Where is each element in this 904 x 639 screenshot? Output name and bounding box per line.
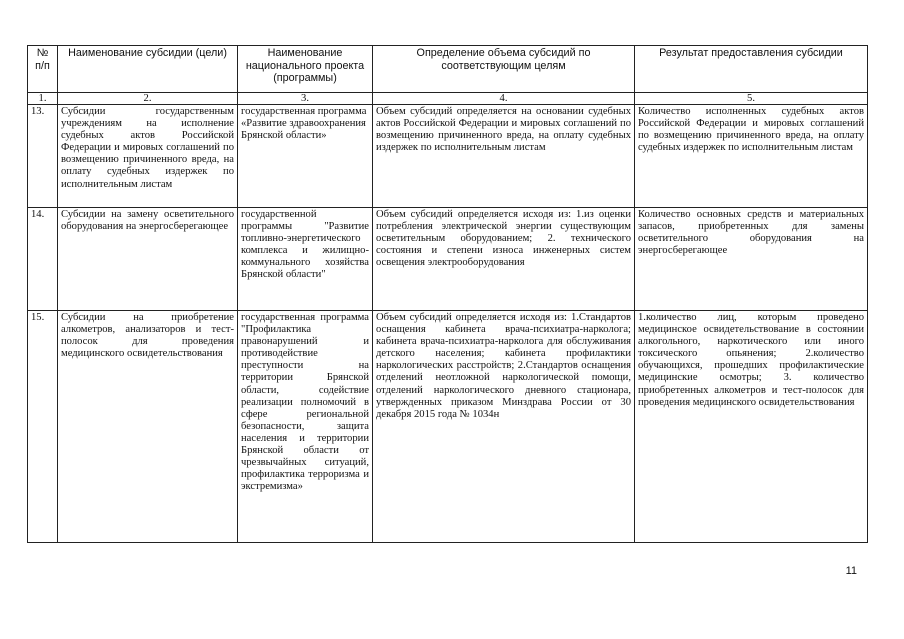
column-number: 4. bbox=[373, 93, 635, 105]
header-result: Результат предоставления субсидии bbox=[635, 46, 868, 93]
column-number-row bbox=[28, 93, 868, 105]
column-number: 5. bbox=[635, 93, 868, 105]
header-subsidy-name: Наименование субсидии (цели) bbox=[58, 46, 238, 93]
column-number: 1. bbox=[28, 93, 58, 105]
result-cell: 1.количество лиц, которым проведено медицинское освидетельствование в состоянии алкогольного, наркотического или иного токсического опьянения; 2.количество обучающихся, прошедших профилактические медицинские осмотры; 3. количество приобретенных алкометров и тест-полосок для проведения медицинского освидетельствования bbox=[635, 311, 868, 543]
table-row bbox=[28, 105, 868, 208]
header-row bbox=[28, 46, 868, 93]
volume-cell: Объем субсидий определяется исходя из: 1.Стандартов оснащения кабинета врача-психиатра-нарколога; кабинета врача-психиатра-нарколога для обслуживания детского населения; кабинета профилактики наркологических расстройств; 2.Стандартов оснащения отделений неотложной наркологической помощи, отделений наркологического дневного стационара, утвержденных приказом Минздрава России от 30 декабря 2015 года № 1034н bbox=[373, 311, 635, 543]
result-cell: Количество исполненных судебных актов Российской Федерации и мировых соглашений по возмещению причиненного вреда, на оплату судебных издержек по исполнительным листам bbox=[635, 105, 868, 208]
subsidy-cell: Субсидии на приобретение алкометров, анализаторов и тест-полосок для проведения медицинского освидетельствования bbox=[58, 311, 238, 543]
header-number: № п/п bbox=[28, 46, 58, 93]
result-cell: Количество основных средств и материальных запасов, приобретенных для замены осветительного оборудования на энергосберегающее bbox=[635, 208, 868, 311]
column-number: 2. bbox=[58, 93, 238, 105]
page-number: 11 bbox=[845, 565, 857, 577]
table-row bbox=[28, 311, 868, 543]
volume-cell: Объем субсидий определяется исходя из: 1.из оценки потребления электрической энергии существующим осветительным оборудованием; 2. технического состояния и степени износа инженерных систем освещения электрооборудования bbox=[373, 208, 635, 311]
header-program-name: Наименование национального проекта (программы) bbox=[238, 46, 373, 93]
row-number: 14. bbox=[28, 208, 58, 311]
subsidy-cell: Субсидии на замену осветительного оборудования на энергосберегающее bbox=[58, 208, 238, 311]
row-number: 15. bbox=[28, 311, 58, 543]
header-volume-definition: Определение объема субсидий по соответствующим целям bbox=[373, 46, 635, 93]
column-number: 3. bbox=[238, 93, 373, 105]
table-row bbox=[28, 208, 868, 311]
volume-cell: Объем субсидий определяется на основании судебных актов Российской Федерации и мировых соглашений по возмещению причиненного вреда, на оплату судебных издержек по исполнительным листам bbox=[373, 105, 635, 208]
program-cell: государственной программы "Развитие топливно-энергетического комплекса и жилищно-коммунального хозяйства Брянской области" bbox=[238, 208, 373, 311]
row-number: 13. bbox=[28, 105, 58, 208]
subsidy-cell: Субсидии государственным учреждениям на исполнение судебных актов Российской Федерации и мировых соглашений по возмещению причиненного вреда, на оплату судебных издержек по исполнительным листам bbox=[58, 105, 238, 208]
subsidy-table bbox=[27, 45, 868, 543]
program-cell: государственная программа «Развитие здравоохранения Брянской области» bbox=[238, 105, 373, 208]
program-cell: государственная программа "Профилактика правонарушений и противодействие преступности на территории Брянской области, содействие реализации полномочий в сфере региональной безопасности, защита населения и территории Брянской области от чрезвычайных ситуаций, профилактика терроризма и экстремизма» bbox=[238, 311, 373, 543]
